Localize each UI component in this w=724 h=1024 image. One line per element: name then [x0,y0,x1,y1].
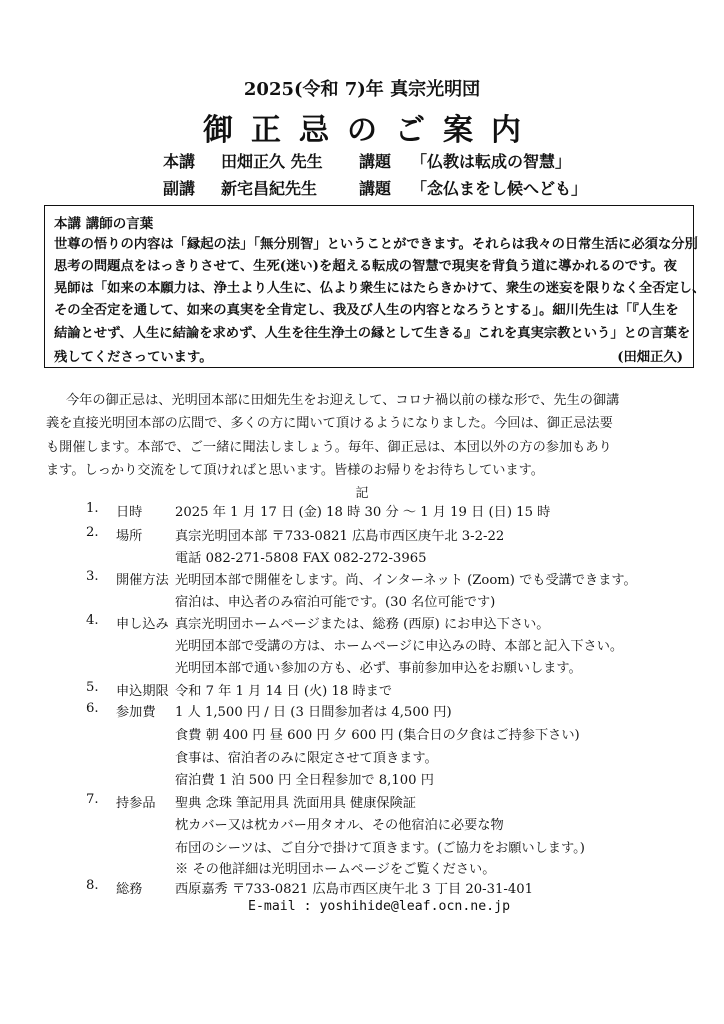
page-title: 御正忌のご案内 [203,113,539,148]
item-label: 申込期限 [116,684,169,699]
intro-paragraph-line: ます。しっかり交流をして頂ければと思います。皆様のお帰りをお待ちしています。 [46,463,544,478]
item-detail-line: 宿泊費 1 泊 500 円 全日程参加で 8,100 円 [175,773,434,788]
speaker-words-line: 世尊の悟りの内容は「縁起の法」「無分別智」ということができます。それらは我々の日常生活に必須な分別 [54,237,698,252]
speaker-words-line: その全否定を通して、如来の真実を全肯定し、我及び人生の内容となろうとする」。細川先生は「『人生を [54,303,679,318]
item-detail-line: 西原嘉秀 〒733-0821 広島市西区庚午北 3 丁目 20-31-401 [175,882,533,897]
item-detail-line: ※ その他詳細は光明団ホームページをご覧ください。 [175,862,496,877]
item-detail-line: 1 人 1,500 円 / 日 (3 日間参加者は 4,500 円) [175,705,452,720]
item-label: 場所 [116,529,143,544]
speaker-words-line: 残してくださっています。 [54,350,213,365]
item-detail-line: 枕カバー又は枕カバー用タオル、その他宿泊に必要な物 [175,818,504,833]
lecture-role: 副講 [163,179,196,198]
item-number: 3. [86,569,99,584]
item-number: 7. [86,792,99,807]
item-detail-line: 光明団本部で開催をします。尚、インターネット (Zoom) でも受講できます。 [175,573,637,588]
item-detail-line: 2025 年 1 月 17 日 (金) 18 時 30 分 ～ 1 月 19 日 (日) 15 時 [175,505,551,520]
item-label: 参加費 [116,705,156,720]
lecture-speaker: 新宅昌紀先生 [221,179,318,198]
item-number: 1. [86,501,99,516]
item-number: 4. [86,613,99,628]
lecture-subject: 「仏教は転成の智慧」 [411,152,572,171]
lecture-subject: 「念仏まをし候へども」 [411,179,588,198]
item-detail-line: 光明団本部で受講の方は、ホームページに申込みの時、本部と記入下さい。 [175,639,624,654]
lecture-subject-label: 講題 [359,152,392,171]
item-detail-line: 食費 朝 400 円 昼 600 円 夕 600 円 (集合日の夕食はご持参下さい) [175,728,580,743]
item-number: 8. [86,878,99,893]
lecture-subject-label: 講題 [359,179,392,198]
item-detail-line: 聖典 念珠 筆記用具 洗面用具 健康保険証 [175,796,416,811]
item-label: 総務 [116,882,143,897]
lecture-speaker: 田畑正久 先生 [221,152,323,171]
item-number: 6. [86,701,99,716]
item-detail-line: 令和 7 年 1 月 14 日 (火) 18 時まで [175,684,393,699]
item-label: 日時 [116,505,143,520]
item-detail-line: 電話 082-271-5808 FAX 082-272-3965 [175,551,427,566]
intro-paragraph-line: も開催します。本部で、ご一緒に聞法しましょう。毎年、御正忌は、本団以外の方の参加もあり [46,440,612,455]
intro-paragraph-line: 義を直接光明団本部の広間で、多くの方に聞いて頂けるようになりました。今回は、御正忌法要 [46,416,613,431]
item-detail-line: 真宗光明団ホームページまたは、総務 (西原) にお申込下さい。 [175,617,550,632]
ki-heading: 記 [355,486,369,501]
item-detail-line: 真宗光明団本部 〒733-0821 広島市西区庚午北 3-2-22 [175,529,505,544]
item-detail-line: 光明団本部で通い参加の方も、必ず、事前参加申込をお願いします。 [175,661,582,676]
speaker-words-line: 晃師は「如来の本願力は、浄土より人生に、仏より衆生にはたらきかけて、衆生の迷妄を限りなく全否定し、 [54,281,706,296]
item-label: 持参品 [116,796,156,811]
item-label: 申し込み [116,617,169,632]
item-detail-line: 布団のシーツは、ご自分で掛けて頂きます。(ご協力をお願いします。) [175,841,585,856]
speaker-words-title: 本講 講師の言葉 [54,216,154,232]
lecture-role: 本講 [163,152,196,171]
item-label: 開催方法 [116,573,169,588]
speaker-words-box [44,205,706,368]
item-number: 2. [86,525,99,540]
item-detail-line: 食事は、宿泊者のみに限定させて頂きます。 [175,751,438,766]
item-number: 5. [86,680,99,695]
item-detail-line: 宿泊は、申込者のみ宿泊可能です。(30 名位可能です) [175,595,496,610]
contact-email[interactable]: E-mail : yoshihide@leaf.ocn.ne.jp [248,899,511,914]
speaker-words-line: 思考の問題点をはっきりさせて、生死(迷い)を超える転成の智慧で現実を背負う道に導かれるのです。夜 [54,259,677,274]
speaker-signature: (田畑正久) [617,350,683,365]
year-organization-heading: 2025(令和 7)年 真宗光明団 [243,79,481,100]
intro-paragraph-line: 今年の御正忌は、光明団本部に田畑先生をお迎えして、コロナ禍以前の様な形で、先生の御講 [66,393,620,408]
speaker-words-line: 結論とせず、人生に結論を求めず、人生を往生浄土の縁として生きる』これを真実宗教という」との言葉を [54,326,691,341]
